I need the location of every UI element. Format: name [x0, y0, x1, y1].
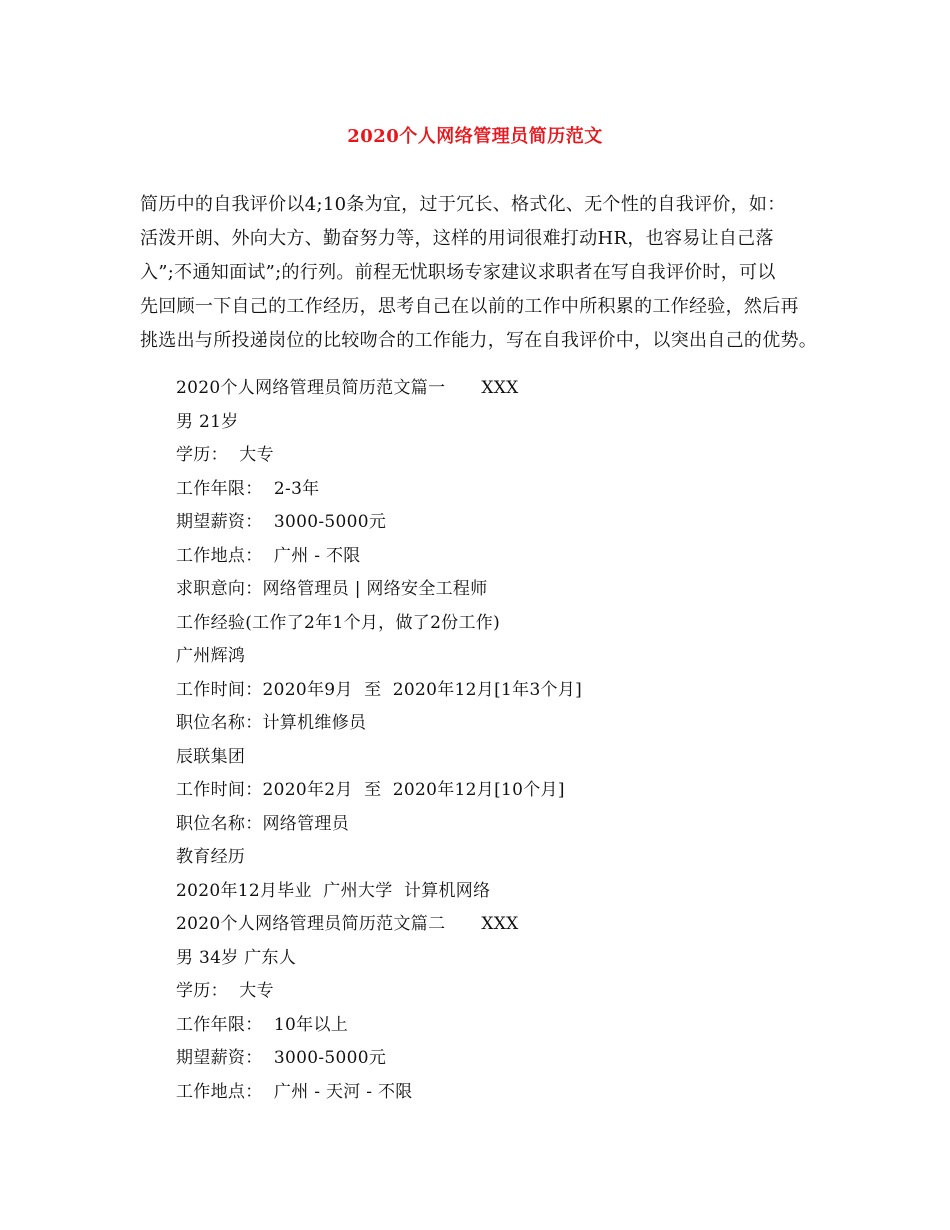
resume2-heading-line	[176, 908, 876, 942]
resume1-salary: 期望薪资： 3000-5000元	[176, 512, 387, 532]
job-position: 职位名称：计算机维修员	[176, 713, 367, 733]
resume2-salary: 期望薪资： 3000-5000元	[176, 1048, 387, 1068]
resume1-heading-line	[176, 372, 876, 406]
intro-line: 活泼开朗、外向大方、勤奋努力等，这样的用词很难打动HR，也容易让自己落	[140, 228, 774, 249]
resume2-years: 工作年限： 10年以上	[176, 1014, 349, 1035]
resume1-name: XXX	[481, 378, 519, 398]
intro-line: 简历中的自我评价以4;10条为宜，过于冗长、格式化、无个性的自我评价，如：	[140, 194, 786, 215]
job-time: 工作时间：2020年9月 至 2020年12月[1年3个月]	[176, 679, 583, 700]
resume1-gender-age: 男 21岁	[176, 411, 239, 432]
document-title: 2020个人网络管理员简历范文	[347, 126, 603, 147]
resume1-intent: 求职意向：网络管理员 | 网络安全工程师	[176, 579, 488, 599]
resume-body	[176, 372, 876, 1109]
resume2-name: XXX	[481, 914, 519, 934]
job-position: 职位名称：网络管理员	[176, 813, 349, 834]
resume1-education: 学历： 大专	[176, 445, 274, 465]
resume1-education-detail: 2020年12月毕业 广州大学 计算机网络	[176, 880, 491, 901]
resume2-location: 工作地点： 广州 - 天河 - 不限	[176, 1081, 413, 1102]
resume1-years: 工作年限： 2-3年	[176, 478, 320, 499]
resume1-education-heading: 教育经历	[176, 847, 246, 867]
intro-paragraph	[140, 188, 820, 358]
resume1-location: 工作地点： 广州 - 不限	[176, 545, 361, 566]
resume2-heading: 2020个人网络管理员简历范文篇二	[176, 914, 446, 934]
job-time: 工作时间：2020年2月 至 2020年12月[10个月]	[176, 780, 565, 800]
intro-line: 挑选出与所投递岗位的比较吻合的工作能力，写在自我评价中，以突出自己的优势。	[140, 330, 818, 351]
job-company: 广州辉鸿	[176, 646, 246, 666]
job-company: 辰联集团	[176, 746, 246, 767]
resume2-gender-age: 男 34岁 广东人	[176, 947, 297, 968]
resume2-education: 学历： 大专	[176, 981, 274, 1001]
intro-line: 先回顾一下自己的工作经历，思考自己在以前的工作中所积累的工作经验，然后再	[140, 296, 799, 317]
resume1-heading: 2020个人网络管理员简历范文篇一	[176, 378, 446, 398]
resume1-experience-heading: 工作经验(工作了2年1个月，做了2份工作)	[176, 612, 501, 633]
intro-line: 入”;不通知面试”;的行列。前程无忧职场专家建议求职者在写自我评价时，可以	[140, 262, 776, 283]
